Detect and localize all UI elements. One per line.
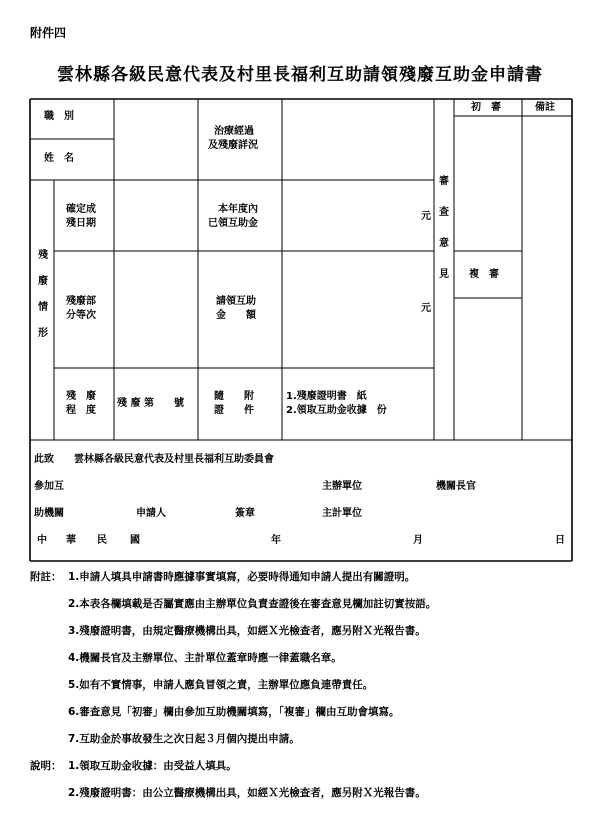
attached-docs-label-1: 隨 附 (214, 391, 254, 402)
yuan-label-2: 元 (421, 303, 431, 314)
attachment-label: 附件四 (30, 26, 67, 40)
treatment-label-2: 及殘廢詳況 (208, 140, 258, 151)
form-title: 雲林縣各級民意代表及村里長福利互助請領殘廢互助金申請書 (57, 65, 543, 85)
join-org-label-2: 助機關 (34, 508, 64, 519)
signature-label: 簽章 (235, 508, 255, 519)
explanation-item: 1.領取互助金收據：由受益人填具。 (68, 760, 237, 772)
organizer-unit-label: 主辦單位 (322, 481, 362, 492)
name-label: 姓 名 (44, 153, 74, 164)
treatment-label-1: 治療經過 (214, 126, 254, 137)
join-org-label-1: 參加互 (34, 481, 64, 492)
initial-review-label: 初 審 (471, 102, 501, 113)
yuan-label-1: 元 (421, 211, 431, 222)
explanation-label: 說明： (30, 760, 62, 772)
confirm-date-label-2: 殘日期 (66, 218, 96, 229)
remarks-label: 備註 (535, 102, 555, 113)
disability-number-field[interactable]: 殘 廢 第 號 (117, 398, 184, 409)
position-label: 職 別 (44, 111, 74, 122)
claim-amount-label-1: 請領互助 (216, 296, 256, 307)
disability-degree-label-1: 殘 廢 (66, 391, 96, 402)
to-line: 此致 雲林縣各級民意代表及村里長福利互助委員會 (34, 454, 274, 465)
note-item: 7.互助金於事故發生之次日起３月個內提出申請。 (68, 733, 300, 745)
review-opinion-label: 審 查 意 見 (439, 176, 449, 280)
disability-degree-label-2: 程 度 (66, 405, 96, 416)
notes-label: 附註： (30, 571, 62, 583)
received-this-year-label-2: 已領互助金 (208, 218, 258, 229)
disability-part-label-1: 殘廢部 (66, 296, 96, 307)
note-item: 3.殘廢證明書，由規定醫療機構出具，如經Ｘ光檢查者，應另附Ｘ光報告書。 (68, 625, 426, 637)
disability-part-label-2: 分等次 (66, 310, 96, 321)
note-item: 2.本表各欄填載是否屬實應由主辦單位負責查證後在審查意見欄加註切實按語。 (68, 598, 437, 610)
received-this-year-label-1: 本年度內 (218, 204, 258, 215)
attached-docs-label-2: 證 件 (214, 405, 254, 416)
org-head-label: 機關長官 (436, 481, 476, 492)
note-item: 4.機關長官及主辦單位、主計單位蓋章時應一律蓋職名章。 (68, 652, 342, 664)
attached-item-2: 2.領取互助金收據 份 (286, 405, 387, 416)
re-review-label: 複 審 (469, 269, 499, 280)
disability-situation-label: 殘 廢 情 形 (38, 250, 48, 339)
accounting-unit-label: 主計單位 (322, 508, 362, 519)
claim-amount-label-2: 金 額 (216, 310, 256, 321)
explanation-item: 2.殘廢證明書：由公立醫療機構出具，如經Ｘ光檢查者，應另附Ｘ光報告書。 (68, 787, 426, 799)
applicant-label: 申請人 (136, 508, 166, 519)
note-item: 5.如有不實情事，申請人應負冒領之責，主辦單位應負連帶責任。 (68, 679, 374, 691)
note-item: 6.審查意見「初審」欄由參加互助機關填寫，「複審」欄由互助會填寫。 (68, 706, 400, 718)
attached-item-1: 1.殘廢證明書 紙 (286, 391, 367, 402)
confirm-date-label-1: 確定成 (66, 204, 96, 215)
note-item: 1.申請人填具申請書時應據事實填寫，必要時得通知申請人提出有關證明。 (68, 571, 416, 583)
